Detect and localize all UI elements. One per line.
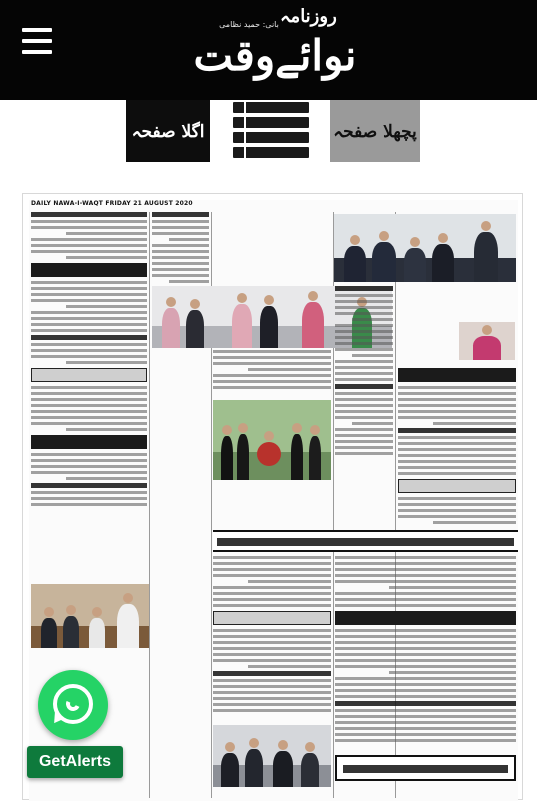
- logo-main-text: نوائےوقت: [193, 31, 357, 80]
- site-header: [0, 0, 537, 100]
- text-column: [31, 212, 147, 509]
- text-column: [152, 212, 209, 286]
- previous-page-button[interactable]: پچھلا صفحہ: [330, 100, 420, 162]
- edition-line: DAILY NAWA-I-WAQT FRIDAY 21 AUGUST 2020: [31, 200, 193, 207]
- next-page-button[interactable]: اگلا صفحہ: [126, 100, 210, 162]
- headline-banner: [335, 755, 516, 781]
- list-icon[interactable]: [233, 100, 309, 158]
- logo-top-text: روزنامہ: [280, 6, 337, 27]
- text-column: [213, 350, 331, 392]
- logo-sub-text: بانی: حمید نظامی: [219, 20, 279, 29]
- news-photo: [334, 214, 516, 282]
- news-photo: [213, 725, 331, 787]
- text-column: [213, 556, 331, 715]
- site-logo[interactable]: [184, 6, 366, 90]
- whatsapp-icon[interactable]: [38, 670, 108, 740]
- headline-banner: [213, 530, 518, 552]
- text-column: [398, 364, 516, 527]
- text-column: [335, 556, 516, 745]
- hamburger-menu-icon[interactable]: [22, 28, 52, 54]
- news-photo: [31, 584, 149, 648]
- news-photo: [459, 322, 515, 360]
- get-alerts-button[interactable]: GetAlerts: [27, 746, 123, 778]
- text-column: [335, 286, 393, 458]
- news-photo: [213, 400, 331, 480]
- page-navigation: [0, 100, 537, 166]
